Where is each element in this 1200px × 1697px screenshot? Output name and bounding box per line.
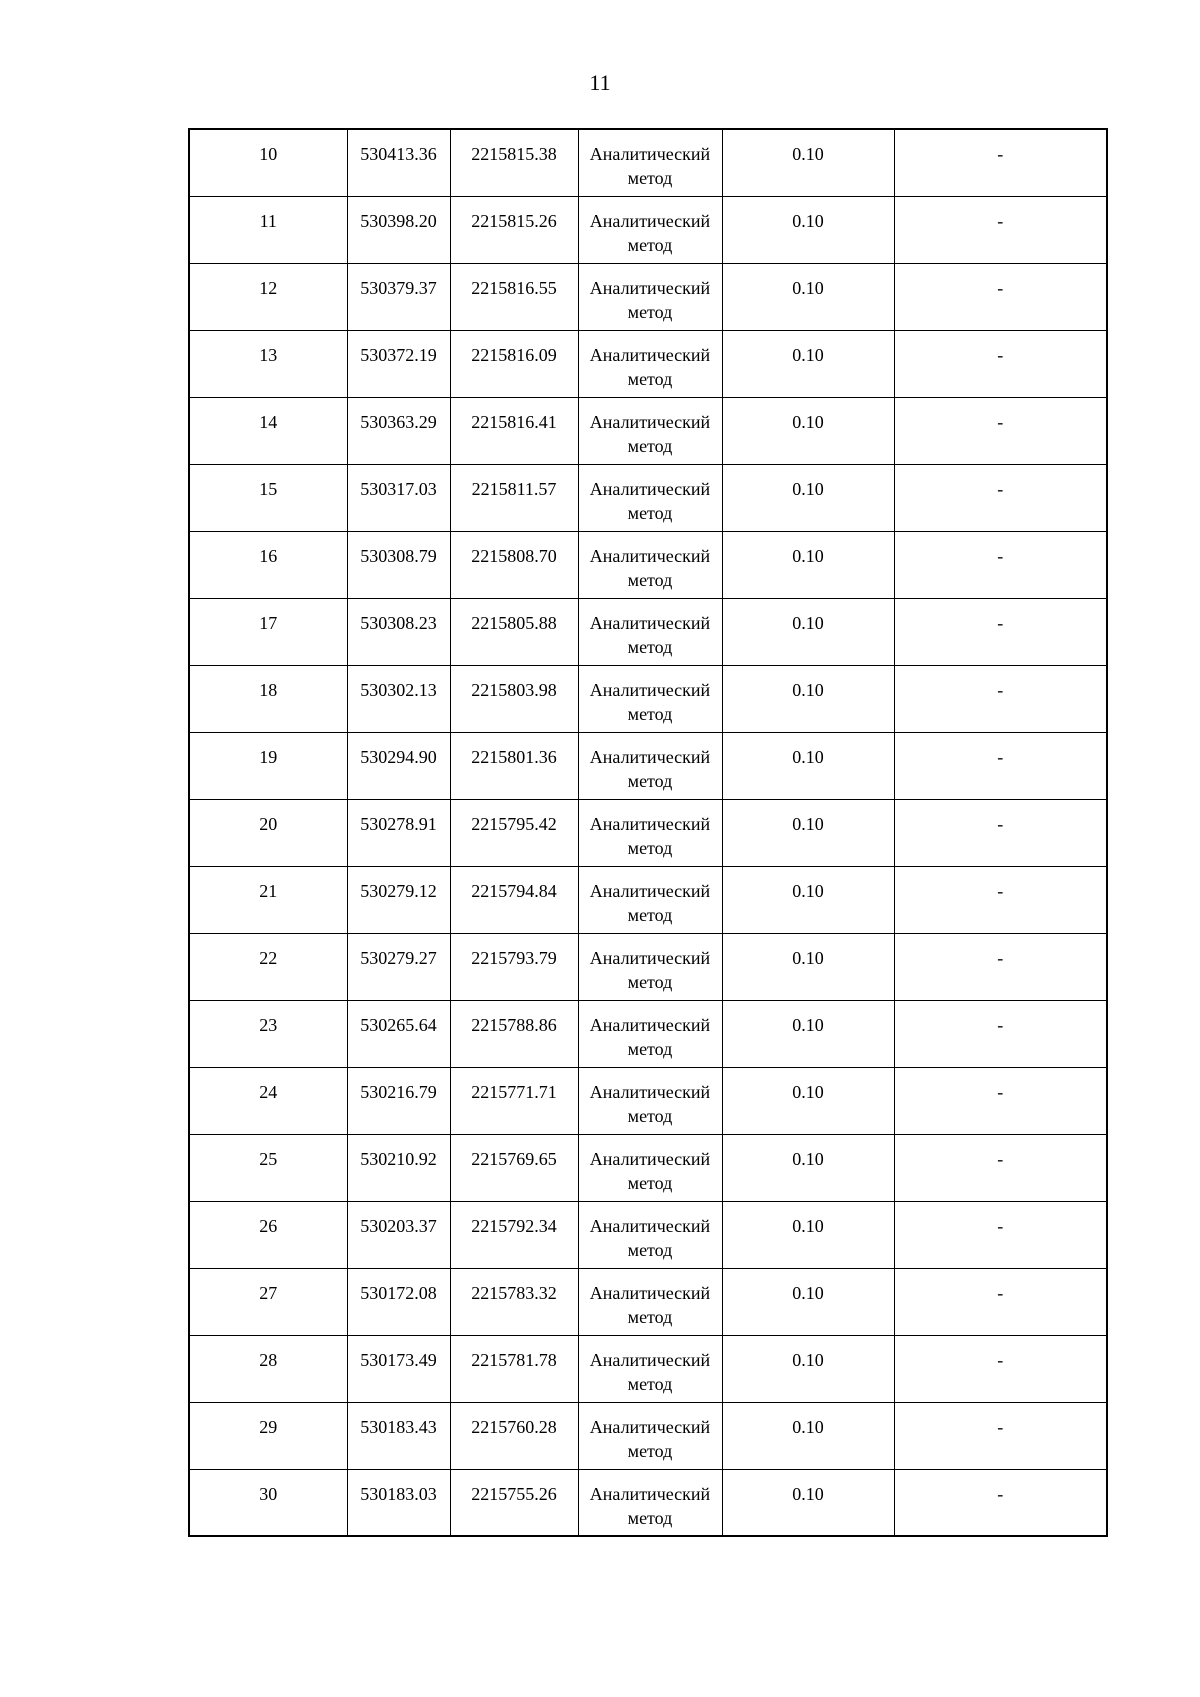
page-number: 11 (589, 70, 611, 95)
point-number-cell: 24 (189, 1067, 347, 1134)
x-coordinate-cell: 530398.20 (347, 196, 450, 263)
point-number-cell: 11 (189, 196, 347, 263)
accuracy-cell: 0.10 (722, 1268, 894, 1335)
x-coordinate-cell: 530265.64 (347, 1000, 450, 1067)
y-coordinate-cell: 2215805.88 (450, 598, 578, 665)
method-cell (578, 1402, 722, 1469)
point-number-cell: 16 (189, 531, 347, 598)
table-row (189, 330, 1107, 397)
method-cell (578, 330, 722, 397)
y-coordinate-cell: 2215771.71 (450, 1067, 578, 1134)
method-line-1: Аналитический (589, 1215, 711, 1236)
y-coordinate-cell: 2215801.36 (450, 732, 578, 799)
x-coordinate-cell: 530203.37 (347, 1201, 450, 1268)
accuracy-cell: 0.10 (722, 397, 894, 464)
table-row (189, 1402, 1107, 1469)
method-line-2: метод (627, 1373, 673, 1394)
method-line-2: метод (627, 1105, 673, 1126)
note-cell: - (894, 598, 1107, 665)
point-number-cell: 21 (189, 866, 347, 933)
point-number-cell: 20 (189, 799, 347, 866)
point-number-cell: 23 (189, 1000, 347, 1067)
y-coordinate-cell: 2215816.41 (450, 397, 578, 464)
accuracy-cell: 0.10 (722, 1201, 894, 1268)
note-cell: - (894, 866, 1107, 933)
table-row (189, 1469, 1107, 1536)
y-coordinate-cell: 2215788.86 (450, 1000, 578, 1067)
accuracy-cell: 0.10 (722, 196, 894, 263)
table-row (189, 933, 1107, 1000)
method-cell (578, 1067, 722, 1134)
point-number-cell: 22 (189, 933, 347, 1000)
method-line-1: Аналитический (589, 813, 711, 834)
method-line-2: метод (627, 301, 673, 322)
x-coordinate-cell: 530372.19 (347, 330, 450, 397)
y-coordinate-cell: 2215815.38 (450, 129, 578, 196)
point-number-cell: 25 (189, 1134, 347, 1201)
method-line-1: Аналитический (589, 947, 711, 968)
accuracy-cell: 0.10 (722, 1134, 894, 1201)
y-coordinate-cell: 2215811.57 (450, 464, 578, 531)
x-coordinate-cell: 530308.79 (347, 531, 450, 598)
x-coordinate-cell: 530183.03 (347, 1469, 450, 1536)
y-coordinate-cell: 2215781.78 (450, 1335, 578, 1402)
method-cell (578, 1268, 722, 1335)
point-number-cell: 30 (189, 1469, 347, 1536)
note-cell: - (894, 1201, 1107, 1268)
note-cell: - (894, 1335, 1107, 1402)
x-coordinate-cell: 530172.08 (347, 1268, 450, 1335)
y-coordinate-cell: 2215795.42 (450, 799, 578, 866)
x-coordinate-cell: 530279.12 (347, 866, 450, 933)
table-row (189, 129, 1107, 196)
table-row (189, 866, 1107, 933)
point-number-cell: 15 (189, 464, 347, 531)
method-line-2: метод (627, 636, 673, 657)
y-coordinate-cell: 2215794.84 (450, 866, 578, 933)
method-line-2: метод (627, 1507, 673, 1528)
method-line-2: метод (627, 234, 673, 255)
y-coordinate-cell: 2215793.79 (450, 933, 578, 1000)
accuracy-cell: 0.10 (722, 799, 894, 866)
table-row (189, 1201, 1107, 1268)
method-line-2: метод (627, 770, 673, 791)
method-cell (578, 732, 722, 799)
method-cell (578, 1335, 722, 1402)
accuracy-cell: 0.10 (722, 598, 894, 665)
note-cell: - (894, 1469, 1107, 1536)
note-cell: - (894, 263, 1107, 330)
x-coordinate-cell: 530279.27 (347, 933, 450, 1000)
method-cell (578, 397, 722, 464)
point-number-cell: 28 (189, 1335, 347, 1402)
method-line-2: метод (627, 368, 673, 389)
accuracy-cell: 0.10 (722, 1335, 894, 1402)
method-line-2: метод (627, 703, 673, 724)
accuracy-cell: 0.10 (722, 531, 894, 598)
y-coordinate-cell: 2215769.65 (450, 1134, 578, 1201)
method-line-1: Аналитический (589, 277, 711, 298)
point-number-cell: 18 (189, 665, 347, 732)
method-line-1: Аналитический (589, 1014, 711, 1035)
x-coordinate-cell: 530302.13 (347, 665, 450, 732)
method-line-2: метод (627, 1306, 673, 1327)
method-line-2: метод (627, 904, 673, 925)
point-number-cell: 14 (189, 397, 347, 464)
table-row (189, 1000, 1107, 1067)
method-line-1: Аналитический (589, 612, 711, 633)
x-coordinate-cell: 530317.03 (347, 464, 450, 531)
x-coordinate-cell: 530216.79 (347, 1067, 450, 1134)
note-cell: - (894, 1134, 1107, 1201)
method-cell (578, 1201, 722, 1268)
table-row (189, 531, 1107, 598)
accuracy-cell: 0.10 (722, 1067, 894, 1134)
note-cell: - (894, 129, 1107, 196)
method-line-2: метод (627, 1038, 673, 1059)
accuracy-cell: 0.10 (722, 665, 894, 732)
y-coordinate-cell: 2215803.98 (450, 665, 578, 732)
point-number-cell: 19 (189, 732, 347, 799)
point-number-cell: 10 (189, 129, 347, 196)
method-line-1: Аналитический (589, 1349, 711, 1370)
x-coordinate-cell: 530294.90 (347, 732, 450, 799)
x-coordinate-cell: 530413.36 (347, 129, 450, 196)
method-line-2: метод (627, 1172, 673, 1193)
accuracy-cell: 0.10 (722, 933, 894, 1000)
table-row (189, 464, 1107, 531)
note-cell: - (894, 665, 1107, 732)
method-line-1: Аналитический (589, 1081, 711, 1102)
method-line-2: метод (627, 435, 673, 456)
x-coordinate-cell: 530308.23 (347, 598, 450, 665)
method-cell (578, 1134, 722, 1201)
point-number-cell: 29 (189, 1402, 347, 1469)
method-line-1: Аналитический (589, 344, 711, 365)
accuracy-cell: 0.10 (722, 1402, 894, 1469)
note-cell: - (894, 1268, 1107, 1335)
method-line-2: метод (627, 1440, 673, 1461)
method-line-2: метод (627, 502, 673, 523)
accuracy-cell: 0.10 (722, 1000, 894, 1067)
accuracy-cell: 0.10 (722, 330, 894, 397)
coordinates-table-body (189, 129, 1107, 1536)
method-cell (578, 933, 722, 1000)
method-line-1: Аналитический (589, 210, 711, 231)
table-row (189, 263, 1107, 330)
method-cell (578, 1469, 722, 1536)
table-row (189, 196, 1107, 263)
method-line-1: Аналитический (589, 144, 711, 164)
method-line-2: метод (627, 168, 673, 188)
note-cell: - (894, 1402, 1107, 1469)
method-cell (578, 598, 722, 665)
method-cell (578, 531, 722, 598)
coordinates-table (188, 128, 1108, 1537)
method-line-2: метод (627, 837, 673, 858)
table-row (189, 1268, 1107, 1335)
method-line-2: метод (627, 569, 673, 590)
table-row (189, 598, 1107, 665)
x-coordinate-cell: 530363.29 (347, 397, 450, 464)
x-coordinate-cell: 530210.92 (347, 1134, 450, 1201)
x-coordinate-cell: 530173.49 (347, 1335, 450, 1402)
y-coordinate-cell: 2215755.26 (450, 1469, 578, 1536)
y-coordinate-cell: 2215815.26 (450, 196, 578, 263)
method-line-1: Аналитический (589, 1483, 711, 1504)
note-cell: - (894, 1067, 1107, 1134)
point-number-cell: 13 (189, 330, 347, 397)
method-line-1: Аналитический (589, 1282, 711, 1303)
method-cell (578, 799, 722, 866)
note-cell: - (894, 732, 1107, 799)
method-cell (578, 464, 722, 531)
note-cell: - (894, 196, 1107, 263)
accuracy-cell: 0.10 (722, 732, 894, 799)
note-cell: - (894, 1000, 1107, 1067)
x-coordinate-cell: 530183.43 (347, 1402, 450, 1469)
table-row (189, 397, 1107, 464)
method-line-1: Аналитический (589, 478, 711, 499)
method-cell (578, 1000, 722, 1067)
y-coordinate-cell: 2215808.70 (450, 531, 578, 598)
y-coordinate-cell: 2215816.55 (450, 263, 578, 330)
table-row (189, 1335, 1107, 1402)
note-cell: - (894, 397, 1107, 464)
method-line-1: Аналитический (589, 411, 711, 432)
method-line-2: метод (627, 971, 673, 992)
accuracy-cell: 0.10 (722, 464, 894, 531)
y-coordinate-cell: 2215760.28 (450, 1402, 578, 1469)
table-row (189, 799, 1107, 866)
point-number-cell: 26 (189, 1201, 347, 1268)
table-row (189, 732, 1107, 799)
method-line-2: метод (627, 1239, 673, 1260)
note-cell: - (894, 531, 1107, 598)
note-cell: - (894, 330, 1107, 397)
method-line-1: Аналитический (589, 679, 711, 700)
accuracy-cell: 0.10 (722, 1469, 894, 1536)
method-line-1: Аналитический (589, 880, 711, 901)
method-line-1: Аналитический (589, 1148, 711, 1169)
accuracy-cell: 0.10 (722, 263, 894, 330)
accuracy-cell: 0.10 (722, 129, 894, 196)
method-cell (578, 866, 722, 933)
table-row (189, 665, 1107, 732)
x-coordinate-cell: 530278.91 (347, 799, 450, 866)
method-line-1: Аналитический (589, 746, 711, 767)
note-cell: - (894, 933, 1107, 1000)
point-number-cell: 27 (189, 1268, 347, 1335)
method-line-1: Аналитический (589, 1416, 711, 1437)
x-coordinate-cell: 530379.37 (347, 263, 450, 330)
point-number-cell: 17 (189, 598, 347, 665)
accuracy-cell: 0.10 (722, 866, 894, 933)
table-row (189, 1134, 1107, 1201)
method-cell (578, 665, 722, 732)
method-cell (578, 263, 722, 330)
note-cell: - (894, 464, 1107, 531)
note-cell: - (894, 799, 1107, 866)
y-coordinate-cell: 2215792.34 (450, 1201, 578, 1268)
method-cell (578, 129, 722, 196)
y-coordinate-cell: 2215783.32 (450, 1268, 578, 1335)
table-row (189, 1067, 1107, 1134)
point-number-cell: 12 (189, 263, 347, 330)
method-line-1: Аналитический (589, 545, 711, 566)
method-cell (578, 196, 722, 263)
y-coordinate-cell: 2215816.09 (450, 330, 578, 397)
